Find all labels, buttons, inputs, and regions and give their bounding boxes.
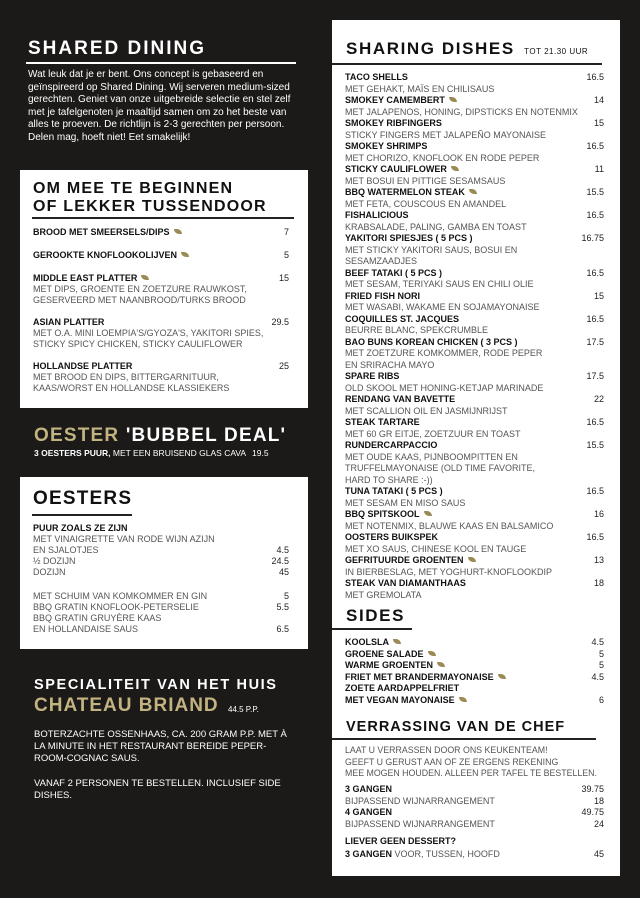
starters-title (33, 180, 267, 216)
sharing-item-name: STEAK VAN DIAMANTHAAS (345, 578, 466, 588)
oester-line-price: 6.5 (276, 624, 289, 634)
vegetarian-leaf-icon (428, 651, 436, 656)
sharing-item-description: MET NOTENMIX, BLAUWE KAAS EN BALSAMICO (345, 520, 554, 531)
sharing-item-name: SMOKEY CAMEMBERT (345, 95, 445, 105)
oester-line-text: ½ DOZIJN (33, 556, 76, 566)
chef-intro-line: GEEFT U GERUST AAN OF ZE ERGENS REKENING (345, 756, 559, 767)
sharing-item-price: 16.5 (586, 210, 604, 220)
starter-item-description: MET O.A. MINI LOEMPIA'S/GYOZA'S, YAKITORI SPIES, (33, 327, 264, 338)
sharing-item-price: 16.5 (586, 417, 604, 427)
side-item-name: KOOLSLA (345, 637, 389, 647)
sharing-item-price: 22 (593, 394, 604, 404)
sharing-item (345, 233, 604, 268)
starter-item-price: 25 (278, 361, 289, 371)
sharing-item-description: SESAMZAADJES (345, 256, 418, 266)
sharing-item (345, 187, 604, 210)
sharing-item-description: MET ZOETZURE KOMKOMMER, RODE PEPER (345, 348, 543, 358)
sharing-item-description: KRABSALADE, PALING, GAMBA EN TOAST (345, 221, 527, 232)
sharing-item-price: 15 (593, 118, 604, 128)
vegetarian-leaf-icon (393, 639, 401, 644)
sharing-item-description: MET SESAM EN MISO SAUS (345, 497, 466, 508)
sharing-item-name: BEEF TATAKI ( 5 PCS ) (345, 267, 443, 278)
oester-deal-title (34, 425, 286, 447)
sharing-item-price: 16.5 (586, 72, 604, 82)
sharing-item-description: EN SRIRACHA MAYO (345, 359, 435, 370)
side-item (345, 683, 604, 695)
oester-line-text: PUUR ZOALS ZE ZIJN (33, 523, 128, 533)
sharing-item-price: 16.5 (586, 267, 604, 278)
sharing-item-description: MET JALAPENOS, HONING, DIPSTICKS EN NOTENMIX (345, 106, 578, 117)
shared-dining-intro: Wat leuk dat je er bent. Ons concept is gebaseerd en geïnspireerd op Shared Dining. Wij serveren medium-sized gerechten. Geniet van onze uitgebreide selectie en stel zelf met je tafelgenoten je maaltijd samen om zo het beste van alles te proeven. De richtlijn is 2-3 gerechten per persoon. Delen mag, hoeft niet! Eet smakelijk! (28, 69, 291, 143)
starter-item (33, 227, 289, 238)
sharing-item-description: MET SESAM, TERIYAKI SAUS EN CHILI OLIE (345, 279, 534, 289)
vegetarian-leaf-icon (437, 662, 445, 667)
sides-title: SIDES (346, 606, 406, 625)
sharing-item-name: SPARE RIBS (345, 371, 400, 381)
chef-item-price: 39.75 (581, 784, 604, 794)
chateau-briand-description: BOTERZACHTE OSSENHAAS, CA. 200 GRAM P.P. MET À LA MINUTE IN HET RESTAURANT BEREIDE PEPER-ROOM-COGNAC SAUS. (34, 729, 287, 764)
sharing-item-name: STICKY CAULIFLOWER (345, 164, 447, 174)
sharing-item-description: BEURRE BLANC, SPEKCRUMBLE (345, 325, 489, 335)
oester-line-text: EN SJALOTJES (33, 545, 99, 555)
oester-line-text: MET SCHUIM VAN KOMKOMMER EN GIN (33, 591, 208, 601)
sharing-item-description: MET XO SAUS, CHINESE KOOL EN TAUGE (345, 543, 527, 554)
oesters-card (20, 477, 308, 649)
sharing-item-price: 18 (593, 578, 604, 588)
starter-item-price: 7 (283, 227, 289, 237)
starter-item-description: STICKY SPICY CHICKEN, STICKY CAULIFLOWER (33, 338, 243, 349)
sharing-item-price: 16 (593, 509, 604, 519)
sharing-item (345, 268, 604, 291)
chef-item-name: BIJPASSEND WIJNARRANGEMENT (345, 818, 495, 829)
vegetarian-leaf-icon (498, 674, 506, 679)
chef-dessert-item: 3 GANGEN VOOR, TUSSEN, HOOFD 45 (345, 849, 604, 859)
sharing-item (345, 337, 604, 372)
side-item-name: GROENE SALADE (345, 648, 424, 659)
side-item (345, 637, 604, 649)
chef-item (345, 819, 604, 831)
oester-line (33, 613, 289, 624)
sharing-item (345, 509, 604, 532)
sharing-item-name: GEFRITUURDE GROENTEN (345, 555, 464, 565)
sharing-item-description: MET OUDE KAAS, PIJNBOOMPITTEN EN (345, 451, 518, 462)
sharing-item-price: 16.75 (581, 233, 604, 243)
sharing-item (345, 72, 604, 95)
chef-item (345, 796, 604, 808)
starter-item (33, 250, 289, 261)
vegetarian-leaf-icon (468, 557, 476, 562)
sharing-item (345, 164, 604, 187)
side-item-price: 5 (598, 660, 604, 670)
sharing-item (345, 532, 604, 555)
sharing-item-price: 16.5 (586, 313, 604, 324)
sharing-item-name: BBQ WATERMELON STEAK (345, 187, 465, 197)
sharing-item-price: 15.5 (586, 187, 604, 197)
sharing-item-description: MET WASABI, WAKAME EN SOJAMAYONAISE (345, 302, 540, 312)
sharing-item-name: TACO SHELLS (345, 72, 408, 82)
sharing-item-name: RENDANG VAN BAVETTE (345, 394, 456, 404)
sharing-item-name: BBQ SPITSKOOL (345, 509, 420, 519)
oester-line (33, 624, 289, 635)
oester-line (33, 567, 289, 578)
starter-item-price: 29.5 (271, 317, 289, 327)
starter-item (33, 317, 289, 349)
chef-item-price: 18 (593, 795, 604, 806)
side-item (345, 695, 604, 707)
sharing-item-price: 15 (593, 290, 604, 301)
side-item-name: WARME GROENTEN (345, 660, 434, 670)
sharing-item (345, 417, 604, 440)
sharing-item-name: SMOKEY SHRIMPS (345, 141, 428, 151)
oester-line (33, 545, 289, 556)
oester-line (33, 534, 289, 545)
oester-line-price: 5 (283, 591, 289, 601)
sharing-item-description: MET FETA, COUSCOUS EN AMANDEL (345, 198, 507, 209)
sharing-item-name: STEAK TARTARE (345, 417, 420, 427)
sharing-item-description: HARD TO SHARE :-)) (345, 474, 433, 485)
sharing-item (345, 291, 604, 314)
side-item-name: FRIET MET BRANDERMAYONAISE (345, 671, 494, 682)
chef-item-name: 4 GANGEN (345, 807, 393, 817)
oester-line-text: BBQ GRATIN GRUYÈRE KAAS (33, 613, 162, 623)
oester-deal-quote: 'BUBBEL DEAL' (125, 425, 287, 446)
vegetarian-leaf-icon (174, 229, 182, 234)
sharing-item-description: MET GREMOLATA (345, 589, 422, 600)
sharing-item (345, 371, 604, 394)
side-item-price: 6 (598, 694, 604, 705)
divider (32, 217, 294, 219)
oester-line-price: 45 (278, 567, 289, 577)
sharing-item (345, 486, 604, 509)
sharing-item-description: MET BOSUI EN PITTIGE SESAMSAUS (345, 175, 506, 186)
sharing-item-price: 15.5 (586, 440, 604, 450)
starter-item-description: MET BROOD EN DIPS, BITTERGARNITUUR, (33, 371, 219, 382)
sharing-item-price: 16.5 (586, 532, 604, 542)
sharing-item-description: STICKY FINGERS MET JALAPEÑO MAYONAISE (345, 129, 547, 140)
starter-item (33, 361, 289, 393)
chateau-briand-note: VANAF 2 PERSONEN TE BESTELLEN. INCLUSIEF SIDE DISHES. (34, 778, 281, 801)
starter-item-description: MET DIPS, GROENTE EN ZOETZURE RAUWKOST, (33, 283, 247, 294)
sharing-item (345, 210, 604, 233)
sharing-item-price: 17.5 (586, 336, 604, 347)
starter-item-price: 15 (278, 273, 289, 283)
starter-item-description: GESERVEERD MET NAANBROOD/TURKS BROOD (33, 294, 246, 305)
sharing-item-description: OLD SKOOL MET HONING-KETJAP MARINADE (345, 382, 544, 393)
sharing-item-description: MET SCALLION OIL EN JASMIJNRIJST (345, 405, 508, 416)
sharing-item (345, 118, 604, 141)
starters-title-line-2: OF LEKKER TUSSENDOOR (33, 198, 267, 215)
sharing-item (345, 578, 604, 601)
side-item-price: 5 (598, 648, 604, 659)
divider (332, 738, 596, 740)
oester-line-price: 5.5 (276, 602, 289, 612)
starters-card (20, 170, 308, 408)
sharing-item (345, 141, 604, 164)
sharing-item-name: RUNDERCARPACCIO (345, 440, 438, 450)
chateau-briand-title: CHATEAU BRIAND (34, 695, 219, 716)
chef-item (345, 784, 604, 796)
sharing-item-price: 11 (594, 164, 604, 174)
sharing-item-price: 16.5 (586, 486, 604, 496)
vegetarian-leaf-icon (451, 166, 459, 171)
side-item-price: 4.5 (591, 637, 604, 647)
divider (32, 514, 132, 516)
starter-item-price: 5 (283, 250, 289, 260)
sharing-item (345, 555, 604, 578)
oester-line-price: 24.5 (271, 556, 289, 566)
sharing-item (345, 95, 604, 118)
sharing-item (345, 394, 604, 417)
starters-title-line-1: OM MEE TE BEGINNEN (33, 180, 234, 197)
oester-line (33, 523, 289, 534)
starter-item-name: BROOD MET SMEERSELS/DIPS (33, 227, 170, 237)
sharing-item-name: BAO BUNS KOREAN CHICKEN ( 3 PCS ) (345, 336, 518, 347)
sharing-dishes-title (346, 39, 588, 59)
starter-item-name: HOLLANDSE PLATTER (33, 361, 133, 371)
starter-item-name: MIDDLE EAST PLATTER (33, 273, 138, 283)
vegetarian-leaf-icon (141, 275, 149, 280)
side-item-price: 4.5 (591, 671, 604, 682)
oester-line-text: DOZIJN (33, 567, 66, 577)
oester-deal-word: OESTER (34, 425, 120, 446)
shared-dining-title: SHARED DINING (28, 38, 207, 59)
chef-item (345, 807, 604, 819)
side-item-name: MET VEGAN MAYONAISE (345, 694, 455, 705)
divider (332, 628, 412, 630)
side-item (345, 660, 604, 672)
oester-deal-price: 19.5 (252, 448, 269, 458)
oester-line-text: MET VINAIGRETTE VAN RODE WIJN AZIJN (33, 534, 215, 544)
chateau-briand-price: 44.5 P.P. (228, 705, 259, 714)
starter-item-name: ASIAN PLATTER (33, 317, 105, 327)
oester-deal-rest: MET EEN BRUISEND GLAS CAVA (110, 448, 246, 458)
sharing-item-name: SMOKEY RIBFINGERS (345, 118, 442, 128)
side-item (345, 672, 604, 684)
oester-deal-subtitle (34, 448, 269, 458)
oester-line-price: 4.5 (276, 545, 289, 555)
starter-item (33, 273, 289, 305)
starter-item-description: KAAS/WORST EN HOLLANDSE KLASSIEKERS (33, 382, 230, 393)
specialiteit-title: SPECIALITEIT VAN HET HUIS (34, 677, 278, 693)
sharing-item (345, 314, 604, 337)
starter-item-name: GEROOKTE KNOFLOOKOLIJVEN (33, 250, 178, 260)
chef-dessert-question: LIEVER GEEN DESSERT? (345, 836, 457, 846)
chef-intro-line: MEE MOGEN HOUDEN. ALLEEN PER TAFEL TE BESTELLEN. (345, 768, 597, 778)
chef-item-price: 49.75 (581, 807, 604, 817)
chef-title: VERRASSING VAN DE CHEF (346, 719, 566, 735)
sharing-item-name: COQUILLES ST. JACQUES (345, 313, 460, 324)
oester-line (33, 556, 289, 567)
sharing-item-price: 14 (593, 95, 604, 105)
sharing-item-price: 16.5 (586, 141, 604, 151)
oester-deal-bold: 3 OESTERS PUUR, (34, 448, 111, 458)
oester-line-text: EN HOLLANDAISE SAUS (33, 624, 139, 634)
sharing-item-name: TUNA TATAKI ( 5 PCS ) (345, 486, 443, 496)
oester-line (33, 591, 289, 602)
chef-intro-line: LAAT U VERRASSEN DOOR ONS KEUKENTEAM! (345, 745, 548, 755)
sharing-item-price: 17.5 (586, 371, 604, 381)
side-item (345, 649, 604, 661)
sharing-item-description: MET CHORIZO, KNOFLOOK EN RODE PEPER (345, 152, 540, 163)
sharing-item (345, 440, 604, 486)
right-card (332, 20, 620, 876)
vegetarian-leaf-icon (469, 189, 477, 194)
oesters-title: OESTERS (33, 488, 133, 509)
vegetarian-leaf-icon (424, 511, 432, 516)
chef-item-name: BIJPASSEND WIJNARRANGEMENT (345, 795, 495, 806)
chef-item-name: 3 GANGEN (345, 784, 393, 794)
sharing-dishes-heading: SHARING DISHES (346, 39, 515, 58)
vegetarian-leaf-icon (449, 97, 457, 102)
sharing-item-name: FRIED FISH NORI (345, 290, 421, 301)
sharing-item-price: 13 (593, 555, 604, 565)
sharing-item-description: TRUFFELMAYONAISE (OLD TIME FAVORITE, (345, 463, 536, 473)
sharing-dishes-subtitle: TOT 21.30 UUR (524, 47, 589, 56)
sharing-item-description: MET GEHAKT, MAÏS EN CHILISAUS (345, 83, 495, 94)
sharing-item-description: IN BIERBESLAG, MET YOGHURT-KNOFLOOKDIP (345, 566, 553, 577)
sharing-item-description: MET STICKY YAKITORI SAUS, BOSUI EN (345, 244, 518, 255)
side-item-name: ZOETE AARDAPPELFRIET (345, 683, 460, 693)
oester-line (33, 602, 289, 613)
sharing-item-description: MET 60 GR EITJE, ZOETZUUR EN TOAST (345, 428, 521, 439)
vegetarian-leaf-icon (459, 697, 467, 702)
sharing-item-name: FISHALICIOUS (345, 210, 409, 220)
oester-line-text: BBQ GRATIN KNOFLOOK-PETERSELIE (33, 602, 199, 612)
sharing-item-name: YAKITORI SPIESJES ( 5 PCS ) (345, 233, 473, 243)
divider (332, 63, 602, 65)
chef-item-price: 24 (593, 818, 604, 829)
divider (26, 62, 296, 64)
vegetarian-leaf-icon (181, 252, 189, 257)
sharing-item-name: OOSTERS BUIKSPEK (345, 532, 439, 542)
